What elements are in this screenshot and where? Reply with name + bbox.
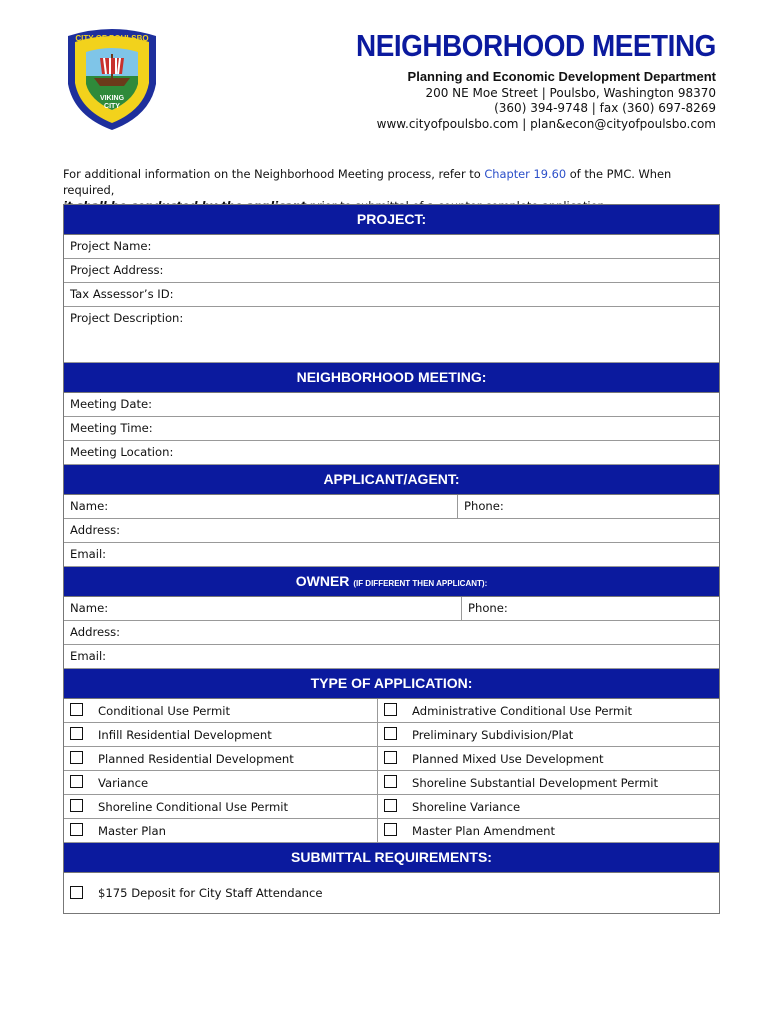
project-address-row[interactable]: Project Address: (64, 259, 719, 283)
checkbox[interactable] (70, 823, 83, 836)
application-type-row: Infill Residential Development Preliminary Subdivision/Plat (64, 723, 719, 747)
applicant-phone-field[interactable]: Phone: (464, 499, 504, 513)
meeting-location-row[interactable]: Meeting Location: (64, 441, 719, 465)
page-title: NEIGHBORHOOD MEETING (356, 28, 716, 63)
phone-fax: (360) 394-9748 | fax (360) 697-8269 (494, 101, 716, 115)
application-type-row: Master Plan Master Plan Amendment (64, 819, 719, 843)
department-name: Planning and Economic Development Department (407, 69, 716, 84)
checkbox[interactable] (384, 799, 397, 812)
meeting-form (63, 204, 720, 914)
owner-name-phone-row (64, 597, 719, 621)
owner-phone-field[interactable]: Phone: (468, 601, 508, 615)
checkbox[interactable] (70, 775, 83, 788)
checkbox[interactable] (384, 703, 397, 716)
applicant-email-row[interactable]: Email: (64, 543, 719, 567)
tax-id-row[interactable]: Tax Assessor’s ID: (64, 283, 719, 307)
application-type-row: Variance Shoreline Substantial Development Permit (64, 771, 719, 795)
checkbox[interactable] (384, 823, 397, 836)
section-header-applicant: APPLICANT/AGENT: (64, 465, 719, 495)
meeting-time-row[interactable]: Meeting Time: (64, 417, 719, 441)
street-address: 200 NE Moe Street | Poulsbo, Washington 98370 (425, 86, 716, 100)
svg-text:CITY: CITY (104, 103, 120, 110)
checkbox[interactable] (70, 703, 83, 716)
owner-email-row[interactable]: Email: (64, 645, 719, 669)
applicant-name-field[interactable]: Name: (64, 495, 458, 518)
checkbox[interactable] (70, 886, 83, 899)
section-header-application-type: TYPE OF APPLICATION: (64, 669, 719, 699)
checkbox[interactable] (70, 751, 83, 764)
checkbox[interactable] (384, 727, 397, 740)
section-header-project: PROJECT: (64, 205, 719, 235)
checkbox[interactable] (70, 727, 83, 740)
application-type-row: Planned Residential Development Planned Mixed Use Development (64, 747, 719, 771)
application-type-row: Shoreline Conditional Use Permit Shoreline Variance (64, 795, 719, 819)
meeting-date-row[interactable]: Meeting Date: (64, 393, 719, 417)
chapter-link[interactable]: Chapter 19.60 (484, 167, 567, 181)
application-type-row: Conditional Use Permit Administrative Conditional Use Permit (64, 699, 719, 723)
section-header-owner: OWNER (IF DIFFERENT THEN APPLICANT): (64, 567, 719, 597)
checkbox[interactable] (70, 799, 83, 812)
web-email: www.cityofpoulsbo.com | plan&econ@cityofpoulsbo.com (376, 117, 716, 131)
submittal-row: $175 Deposit for City Staff Attendance (64, 873, 719, 913)
owner-address-row[interactable]: Address: (64, 621, 719, 645)
checkbox[interactable] (384, 751, 397, 764)
checkbox[interactable] (384, 775, 397, 788)
svg-text:VIKING: VIKING (99, 95, 125, 102)
applicant-name-phone-row (64, 495, 719, 519)
section-header-submittal: SUBMITTAL REQUIREMENTS: (64, 843, 719, 873)
svg-text:CITY OF POULSBO: CITY OF POULSBO (75, 34, 149, 43)
section-header-meeting: NEIGHBORHOOD MEETING: (64, 363, 719, 393)
owner-name-field[interactable]: Name: (64, 597, 462, 620)
intro-paragraph: For additional information on the Neighborhood Meeting process, refer to Chapter 19.60 of the PMC. When required, (63, 167, 672, 197)
applicant-address-row[interactable]: Address: (64, 519, 719, 543)
city-of-poulsbo-logo (60, 26, 164, 132)
project-description-row[interactable]: Project Description: (64, 307, 719, 363)
project-name-row[interactable]: Project Name: (64, 235, 719, 259)
